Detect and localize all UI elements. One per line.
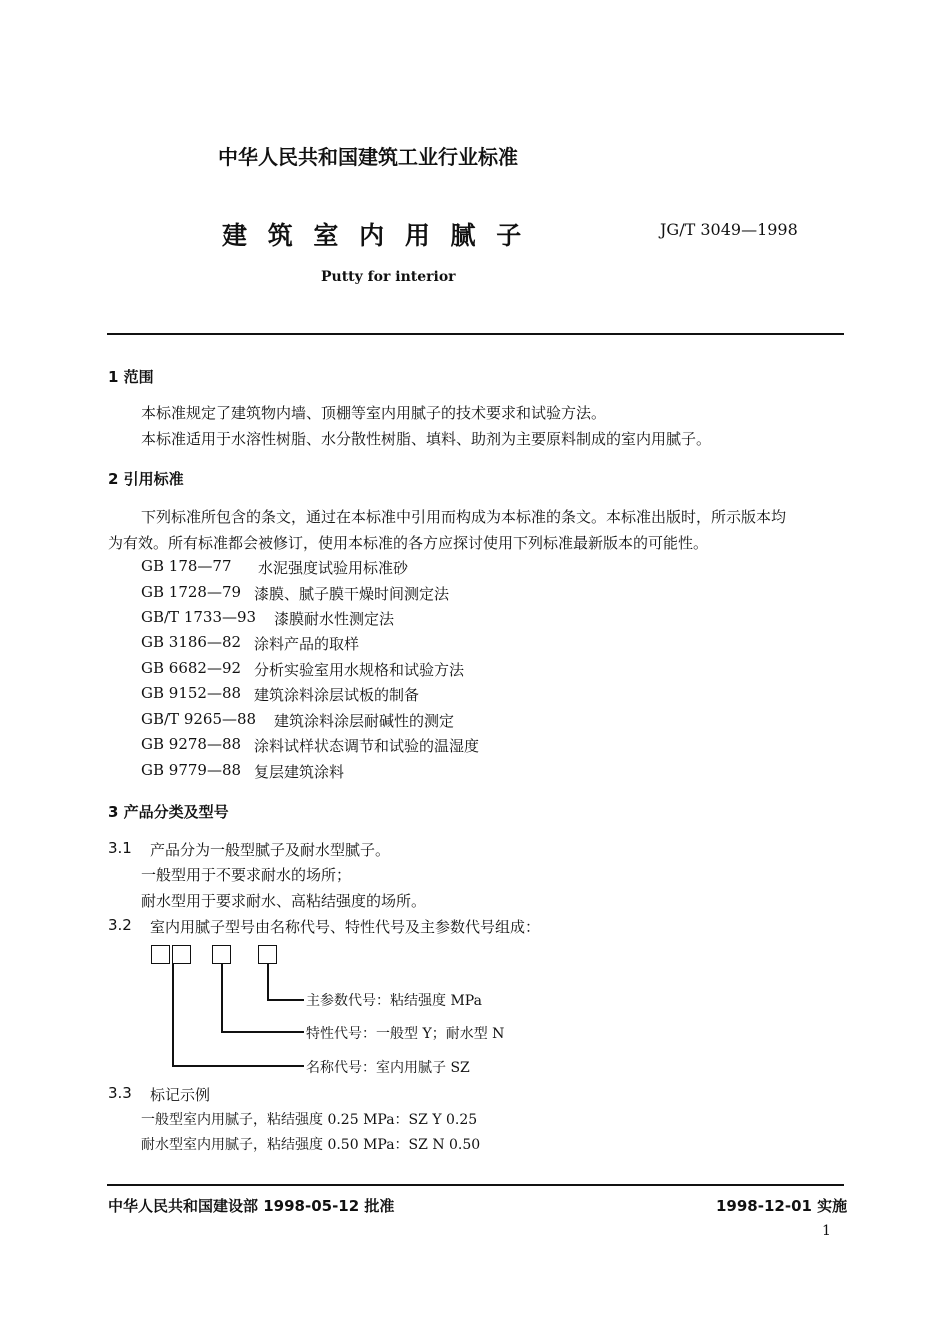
ref-title: 漆膜耐水性测定法 — [274, 610, 395, 628]
bottom-rule — [107, 1184, 844, 1186]
name-code-label: 名称代号：室内用腻子 SZ — [306, 1060, 470, 1076]
ref-title: 建筑涂料涂层耐碱性的测定 — [274, 712, 455, 730]
code-box-feature — [212, 945, 231, 964]
ref-code: GB 9278—88 — [141, 735, 242, 753]
param-code-label: 主参数代号：粘结强度 MPa — [306, 993, 482, 1009]
subsection-3-1-text: 产品分为一般型腻子及耐水型腻子。 — [150, 841, 391, 859]
marking-example-1: 一般型室内用腻子，粘结强度 0.25 MPa：SZ Y 0.25 — [141, 1112, 478, 1128]
section-1-para-2: 本标准适用于水溶性树脂、水分散性树脂、填料、助剂为主要原料制成的室内用腻子。 — [141, 430, 712, 448]
ref-code: GB 9779—88 — [141, 761, 242, 779]
ref-code: GB 178—77 — [141, 557, 232, 575]
section-2-para-line-2: 为有效。所有标准都会被修订，使用本标准的各方应探讨使用下列标准最新版本的可能性。 — [108, 534, 709, 552]
section-1-heading: 1 范围 — [108, 368, 154, 386]
section-2-heading: 2 引用标准 — [108, 470, 184, 488]
code-box-name-1 — [151, 945, 170, 964]
leader-line — [172, 1065, 304, 1067]
ref-title: 水泥强度试验用标准砂 — [258, 559, 409, 577]
subsection-3-3-number: 3.3 — [108, 1084, 132, 1102]
ref-code: GB 1728—79 — [141, 583, 242, 601]
subsection-3-1-line-2: 一般型用于不要求耐水的场所； — [141, 866, 352, 884]
leader-line — [221, 1031, 304, 1033]
document-title: 建 筑 室 内 用 腻 子 — [222, 221, 528, 250]
subsection-3-2-number: 3.2 — [108, 916, 132, 934]
code-box-param — [258, 945, 277, 964]
subsection-3-1-number: 3.1 — [108, 839, 132, 857]
english-subtitle: Putty for interior — [321, 269, 456, 285]
ref-title: 漆膜、腻子膜干燥时间测定法 — [254, 585, 450, 603]
ref-code: GB 6682—92 — [141, 659, 242, 677]
ref-code: GB 9152—88 — [141, 684, 242, 702]
effective-date: 1998-12-01 实施 — [716, 1197, 848, 1215]
code-box-name-2 — [172, 945, 191, 964]
top-rule — [107, 333, 844, 335]
page-number: 1 — [822, 1223, 831, 1239]
leader-line — [221, 964, 223, 1032]
ref-code: GB 3186—82 — [141, 633, 242, 651]
ref-code: GB/T 9265—88 — [141, 710, 257, 728]
subsection-3-1-line-3: 耐水型用于要求耐水、高粘结强度的场所。 — [141, 892, 427, 910]
issuer-heading: 中华人民共和国建筑工业行业标准 — [218, 145, 518, 169]
section-3-heading: 3 产品分类及型号 — [108, 803, 229, 821]
section-1-para-1: 本标准规定了建筑物内墙、顶棚等室内用腻子的技术要求和试验方法。 — [141, 404, 607, 422]
section-2-para-line-1: 下列标准所包含的条文，通过在本标准中引用而构成为本标准的条文。本标准出版时，所示版本均 — [141, 508, 787, 526]
marking-example-2: 耐水型室内用腻子，粘结强度 0.50 MPa：SZ N 0.50 — [141, 1137, 481, 1153]
ref-title: 建筑涂料涂层试板的制备 — [254, 686, 420, 704]
approval-line: 中华人民共和国建设部 1998-05-12 批准 — [108, 1197, 395, 1215]
ref-title: 涂料产品的取样 — [254, 635, 360, 653]
subsection-3-3-text: 标记示例 — [150, 1086, 211, 1104]
ref-title: 涂料试样状态调节和试验的温湿度 — [254, 737, 480, 755]
leader-line — [172, 964, 174, 1066]
ref-title: 分析实验室用水规格和试验方法 — [254, 661, 465, 679]
leader-line — [267, 964, 269, 1000]
ref-title: 复层建筑涂料 — [254, 763, 345, 781]
subsection-3-2-text: 室内用腻子型号由名称代号、特性代号及主参数代号组成： — [150, 918, 541, 936]
feature-code-label: 特性代号：一般型 Y；耐水型 N — [306, 1026, 505, 1042]
ref-code: GB/T 1733—93 — [141, 608, 257, 626]
leader-line — [267, 999, 304, 1001]
standard-code: JG/T 3049—1998 — [660, 220, 798, 239]
